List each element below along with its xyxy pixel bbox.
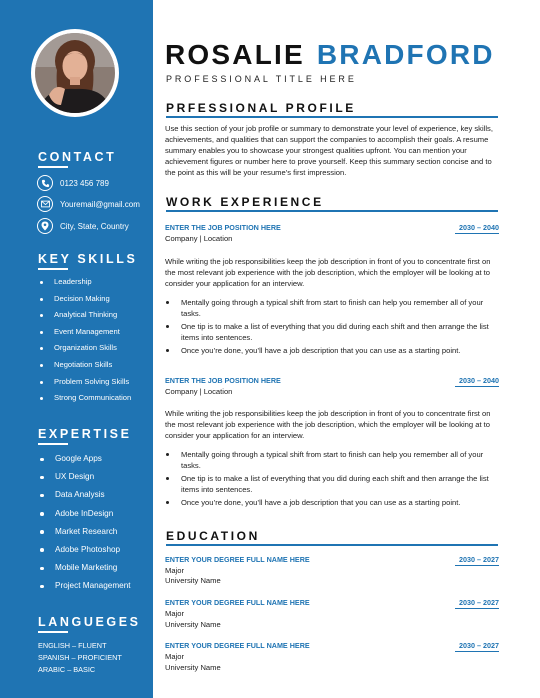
university-name: University Name <box>165 663 221 672</box>
education-heading-rule <box>166 544 498 546</box>
expertise-item: Data Analysis <box>40 486 131 504</box>
expertise-list <box>40 450 131 596</box>
location-text: City, State, Country <box>60 221 129 231</box>
first-name: ROSALIE <box>165 39 305 70</box>
key-skills-heading-rule <box>38 268 68 270</box>
email-address[interactable]: Youremail@gmail.com <box>60 199 140 209</box>
skill-item: Decision Making <box>40 291 131 308</box>
job-bullets <box>165 449 503 511</box>
job-bullets <box>165 297 503 359</box>
expertise-item: Market Research <box>40 523 131 541</box>
job-description: While writing the job responsibilities keep the job description in front of you to concentrate first on the most relevant job experience with the job description, which the employer will be looking at to consider your application for an interview. <box>165 257 491 288</box>
skill-item: Organization Skills <box>40 340 131 357</box>
degree-major: Major <box>165 566 184 575</box>
job-bullet: Once you’re done, you’ll have a job description that you can use as a starting point. <box>165 345 503 356</box>
skill-item: Strong Communication <box>40 390 131 407</box>
degree-dates-rule <box>455 651 499 652</box>
language-item: ENGLISH – FLUENT <box>38 641 107 650</box>
job-dates: 2030 – 2040 <box>459 376 499 385</box>
job-title: ENTER THE JOB POSITION HERE <box>165 223 281 232</box>
university-name: University Name <box>165 620 221 629</box>
degree-dates: 2030 – 2027 <box>459 641 499 650</box>
last-name: BRADFORD <box>316 39 495 70</box>
degree-dates-rule <box>455 608 499 609</box>
job-dates-rule <box>455 233 499 234</box>
languages-heading: LANGUEGES <box>38 615 141 629</box>
degree-major: Major <box>165 609 184 618</box>
skill-item: Negotiation Skills <box>40 357 131 374</box>
job-description: While writing the job responsibilities keep the job description in front of you to concentrate first on the most relevant job experience with the job description, which the employer will be looking at to consider your application for an interview. <box>165 409 491 440</box>
email-icon <box>37 196 53 212</box>
full-name <box>165 38 495 72</box>
job-bullet: Once you’re done, you’ll have a job description that you can use as a starting point. <box>165 497 503 508</box>
profile-heading-rule <box>166 116 498 118</box>
work-experience-heading: WORK EXPERIENCE <box>166 195 324 209</box>
sidebar <box>0 0 153 698</box>
phone-icon <box>37 175 53 191</box>
expertise-item: Adobe InDesign <box>40 505 131 523</box>
expertise-item: Project Management <box>40 577 131 595</box>
degree-dates-rule <box>455 565 499 566</box>
language-item: SPANISH – PROFICIENT <box>38 653 122 663</box>
language-item: ARABIC – BASIC <box>38 665 96 675</box>
key-skills-list <box>40 274 131 407</box>
work-experience-heading-rule <box>166 210 498 212</box>
job-bullet: One tip is to make a list of everything that you did during each shift and then arrange the list items into sentences. <box>165 321 503 343</box>
job-bullet: Mentally going through a typical shift from start to finish can help you remember all of your tasks. <box>165 297 503 319</box>
degree-dates: 2030 – 2027 <box>459 598 499 607</box>
professional-title: PROFESSIONAL TITLE HERE <box>166 74 357 84</box>
job-dates: 2030 – 2040 <box>459 223 499 232</box>
degree-title: ENTER YOUR DEGREE FULL NAME HERE <box>165 555 310 564</box>
key-skills-heading: KEY SKILLS <box>38 252 138 266</box>
skill-item: Leadership <box>40 274 131 291</box>
phone-number: 0123 456 789 <box>60 178 109 188</box>
job-bullet: Mentally going through a typical shift from start to finish can help you remember all of your tasks. <box>165 449 503 471</box>
profile-photo <box>35 33 115 113</box>
degree-title: ENTER YOUR DEGREE FULL NAME HERE <box>165 641 310 650</box>
contact-heading-rule <box>38 166 68 168</box>
expertise-item: Google Apps <box>40 450 131 468</box>
contact-email <box>37 195 140 213</box>
job-dates-rule <box>455 386 499 387</box>
degree-dates: 2030 – 2027 <box>459 555 499 564</box>
location-pin-icon <box>37 218 53 234</box>
languages-list <box>38 640 122 677</box>
job-bullet: One tip is to make a list of everything that you did during each shift and then arrange the list items into sentences. <box>165 473 503 495</box>
job-title: ENTER THE JOB POSITION HERE <box>165 376 281 385</box>
expertise-item: Mobile Marketing <box>40 559 131 577</box>
contact-location <box>37 217 129 235</box>
languages-heading-rule <box>38 631 68 633</box>
skill-item: Event Management <box>40 324 131 341</box>
education-heading: EDUCATION <box>166 529 260 543</box>
contact-phone <box>37 174 109 192</box>
contact-heading: CONTACT <box>38 150 117 164</box>
profile-photo-frame <box>31 29 119 117</box>
degree-major: Major <box>165 652 184 661</box>
university-name: University Name <box>165 576 221 585</box>
skill-item: Problem Solving Skills <box>40 374 131 391</box>
job-company: Company | Location <box>165 234 233 243</box>
job-company: Company | Location <box>165 387 233 396</box>
profile-heading: PRFESSIONAL PROFILE <box>166 101 356 115</box>
expertise-heading-rule <box>38 443 68 445</box>
expertise-heading: EXPERTISE <box>38 427 132 441</box>
skill-item: Analytical Thinking <box>40 307 131 324</box>
profile-summary: Use this section of your job profile or summary to demonstrate your level of experience, key skills, achievements, and qualities that can support the companies to accomplish their goals. A resume summary enables you to showcase your strongest qualities upfront. You can mention your achievement figures or number here to prove yourself. Keep this summary section concise and to the point as this will be your resume’s first impression. <box>165 124 493 177</box>
expertise-item: Adobe Photoshop <box>40 541 131 559</box>
degree-title: ENTER YOUR DEGREE FULL NAME HERE <box>165 598 310 607</box>
expertise-item: UX Design <box>40 468 131 486</box>
